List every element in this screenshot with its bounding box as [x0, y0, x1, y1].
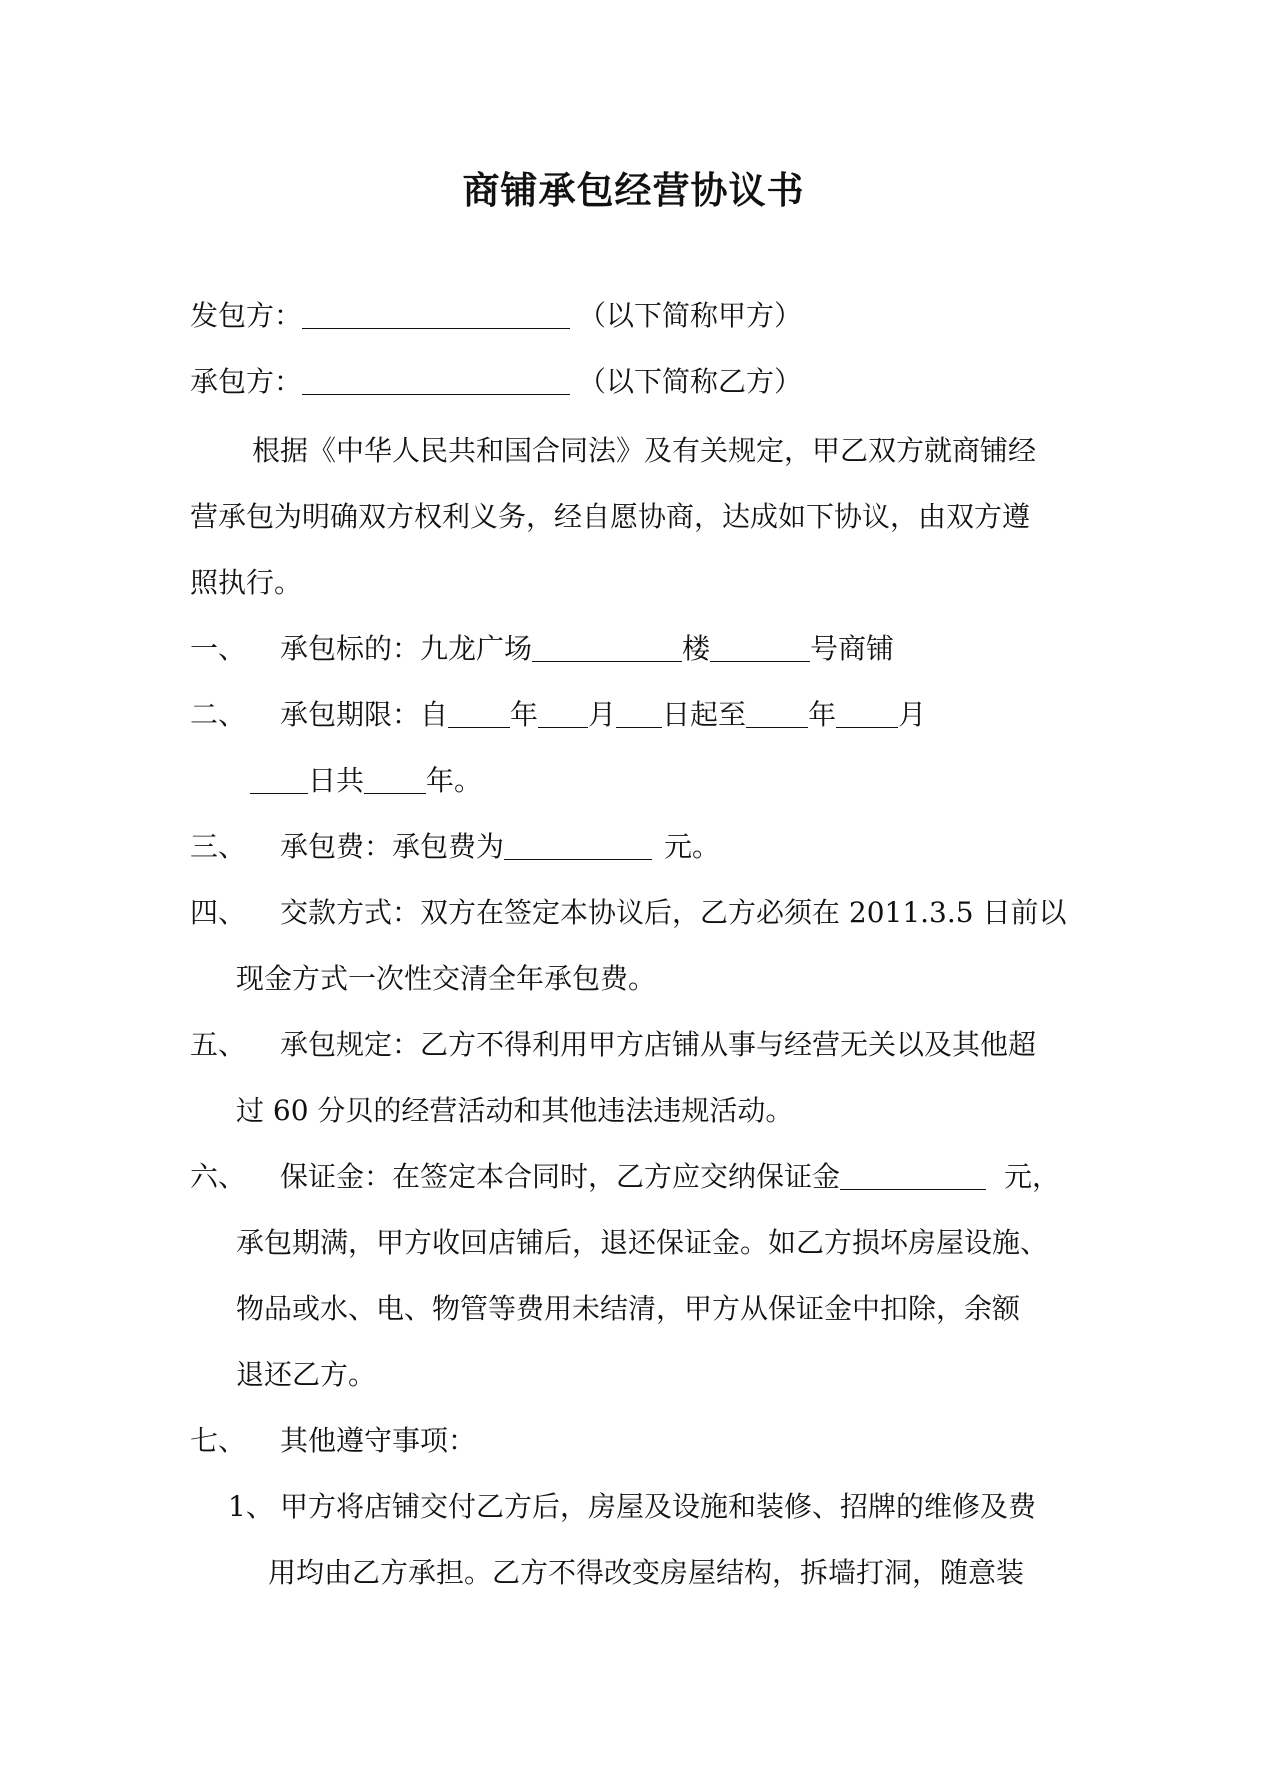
clause-6-line-3: 物品或水、电、物管等费用未结清，甲方从保证金中扣除，余额	[236, 1292, 1021, 1325]
sub-item-1-line-1: 甲方将店铺交付乙方后，房屋及设施和装修、招牌的维修及费	[280, 1490, 1037, 1523]
end-year-blank[interactable]	[746, 697, 808, 728]
total-years-label: 年。	[426, 764, 483, 797]
start-year-blank[interactable]	[448, 697, 510, 728]
clause-1-floor-label: 楼	[682, 632, 711, 665]
party-a-blank[interactable]	[302, 298, 570, 329]
deposit-amount-blank[interactable]	[840, 1159, 986, 1190]
clause-4-line-1: 交款方式：双方在签定本协议后，乙方必须在 2011.3.5 日前以	[280, 896, 1067, 929]
start-day-label: 日起至	[662, 698, 747, 731]
party-a-suffix: （以下简称甲方）	[578, 299, 803, 332]
intro-line-2: 营承包为明确双方权利义务，经自愿协商，达成如下协议，由双方遵	[190, 500, 1031, 533]
clause-1	[190, 629, 1090, 669]
clause-3-number: 三、	[190, 830, 247, 863]
clause-4	[190, 893, 1090, 933]
shop-number-blank[interactable]	[710, 631, 810, 662]
start-month-blank[interactable]	[538, 697, 588, 728]
start-month-label: 月	[588, 698, 617, 731]
party-a-label: 发包方：	[190, 299, 303, 332]
clause-2	[190, 695, 1090, 735]
clause-5-line-1: 承包规定：乙方不得利用甲方店铺从事与经营无关以及其他超	[280, 1028, 1037, 1061]
clause-3-text: 承包费：承包费为	[280, 830, 505, 863]
party-b-suffix: （以下简称乙方）	[578, 365, 803, 398]
start-year-label: 年	[510, 698, 539, 731]
sub-item-1-number: 1、	[228, 1490, 274, 1523]
clause-1-text: 承包标的：九龙广场	[280, 632, 533, 665]
clause-6-number: 六、	[190, 1160, 247, 1193]
intro-line-1: 根据《中华人民共和国合同法》及有关规定，甲乙双方就商铺经	[252, 434, 1037, 467]
clause-2-number: 二、	[190, 698, 247, 731]
clause-6-line-4: 退还乙方。	[236, 1358, 377, 1391]
clause-1-number: 一、	[190, 632, 247, 665]
clause-3	[190, 827, 1090, 867]
end-month-label: 月	[898, 698, 927, 731]
party-b-blank[interactable]	[302, 364, 570, 395]
clause-6	[190, 1157, 1090, 1197]
clause-2-continuation	[250, 761, 482, 801]
clause-2-text: 承包期限：自	[280, 698, 449, 731]
end-year-label: 年	[808, 698, 837, 731]
clause-7	[190, 1421, 1090, 1461]
clause-3-unit: 元。	[664, 830, 721, 863]
end-day-blank[interactable]	[250, 763, 308, 794]
start-day-blank[interactable]	[616, 697, 662, 728]
party-b-line	[190, 362, 802, 402]
clause-7-text: 其他遵守事项：	[280, 1424, 477, 1457]
clause-6-text: 保证金：在签定本合同时，乙方应交纳保证金	[280, 1160, 841, 1193]
party-a-line	[190, 296, 802, 336]
clause-6-line-2: 承包期满，甲方收回店铺后，退还保证金。如乙方损坏房屋设施、	[236, 1226, 1049, 1259]
clause-5-number: 五、	[190, 1028, 247, 1061]
intro-line-3: 照执行。	[190, 566, 303, 599]
floor-blank[interactable]	[532, 631, 682, 662]
clause-4-line-2: 现金方式一次性交清全年承包费。	[236, 962, 657, 995]
clause-5	[190, 1025, 1090, 1065]
document-title: 商铺承包经营协议书	[462, 168, 805, 212]
clause-5-line-2: 过 60 分贝的经营活动和其他违法违规活动。	[236, 1094, 794, 1127]
sub-item-1-line-2: 用均由乙方承担。乙方不得改变房屋结构，拆墙打洞，随意装	[268, 1556, 1025, 1589]
total-years-blank[interactable]	[364, 763, 426, 794]
clause-7-number: 七、	[190, 1424, 247, 1457]
sub-item-1	[228, 1487, 1128, 1527]
end-day-label: 日共	[308, 764, 365, 797]
clause-1-shop-label: 号商铺	[810, 632, 895, 665]
end-month-blank[interactable]	[836, 697, 898, 728]
clause-4-number: 四、	[190, 896, 247, 929]
party-b-label: 承包方：	[190, 365, 303, 398]
clause-6-unit: 元，	[1004, 1160, 1061, 1193]
fee-amount-blank[interactable]	[504, 829, 652, 860]
